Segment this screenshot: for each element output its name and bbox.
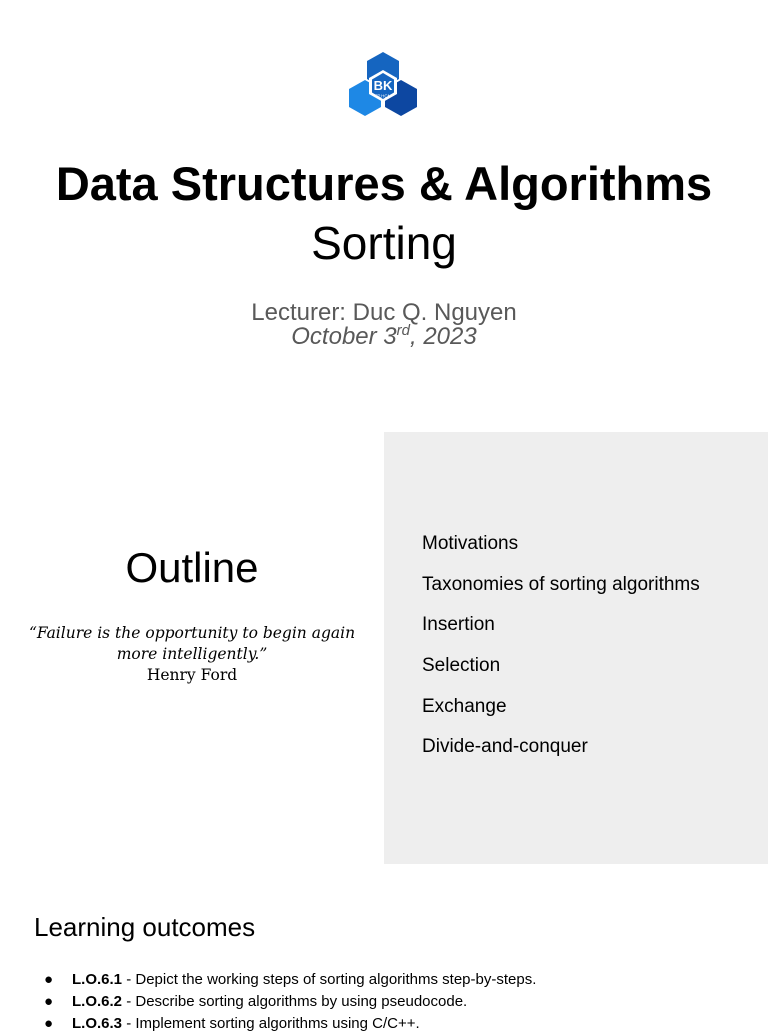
learning-outcome-item: [44, 1013, 536, 1035]
outcome-text: - Implement sorting algorithms using C/C++.: [122, 1015, 420, 1032]
learning-outcomes-list: [44, 969, 536, 1035]
outline-item: Exchange: [422, 695, 507, 717]
bullet-icon: ●: [44, 971, 54, 988]
outline-heading: Outline: [125, 544, 259, 591]
bullet-icon: ●: [44, 993, 54, 1010]
logo-text: BK: [373, 78, 393, 93]
date-ordinal: rd: [396, 322, 410, 339]
slide-subtitle: Sorting: [311, 217, 457, 269]
learning-outcome-item: [44, 969, 536, 991]
bullet-icon: ●: [44, 1015, 54, 1032]
title-slide: [0, 0, 768, 432]
date-prefix: October 3: [291, 323, 397, 350]
outline-item: Divide-and-conquer: [422, 736, 588, 758]
outline-item: Selection: [422, 655, 501, 677]
outcome-code: L.O.6.2: [72, 993, 123, 1010]
lecturer-name: Lecturer: Duc Q. Nguyen: [251, 299, 517, 326]
logo-subtext: TP.HCM: [374, 93, 392, 99]
lecture-date: [0, 323, 768, 351]
outline-item: Motivations: [422, 533, 519, 554]
learning-outcomes-heading: Learning outcomes: [34, 912, 256, 942]
outline-item: Taxonomies of sorting algorithms: [422, 573, 700, 595]
quote-line: more intelligently.”: [116, 645, 268, 663]
university-logo: [347, 48, 419, 120]
outcome-code: L.O.6.3: [72, 1015, 123, 1032]
outcome-code: L.O.6.1: [72, 971, 123, 988]
outcome-text: - Describe sorting algorithms by using pseudocode.: [122, 993, 468, 1010]
date-suffix: , 2023: [410, 323, 477, 350]
outline-slide: [0, 432, 768, 864]
learning-outcomes-slide: [0, 864, 768, 1032]
outline-item: Insertion: [422, 614, 495, 636]
quote-text: [0, 623, 384, 665]
outline-list: [422, 532, 700, 776]
quote-author: Henry Ford: [146, 666, 238, 684]
slide-title: Data Structures & Algorithms: [55, 157, 713, 210]
outcome-text: - Depict the working steps of sorting algorithms step-by-steps.: [122, 971, 537, 988]
quote-line: “Failure is the opportunity to begin again: [28, 624, 356, 642]
learning-outcome-item: [44, 991, 536, 1013]
